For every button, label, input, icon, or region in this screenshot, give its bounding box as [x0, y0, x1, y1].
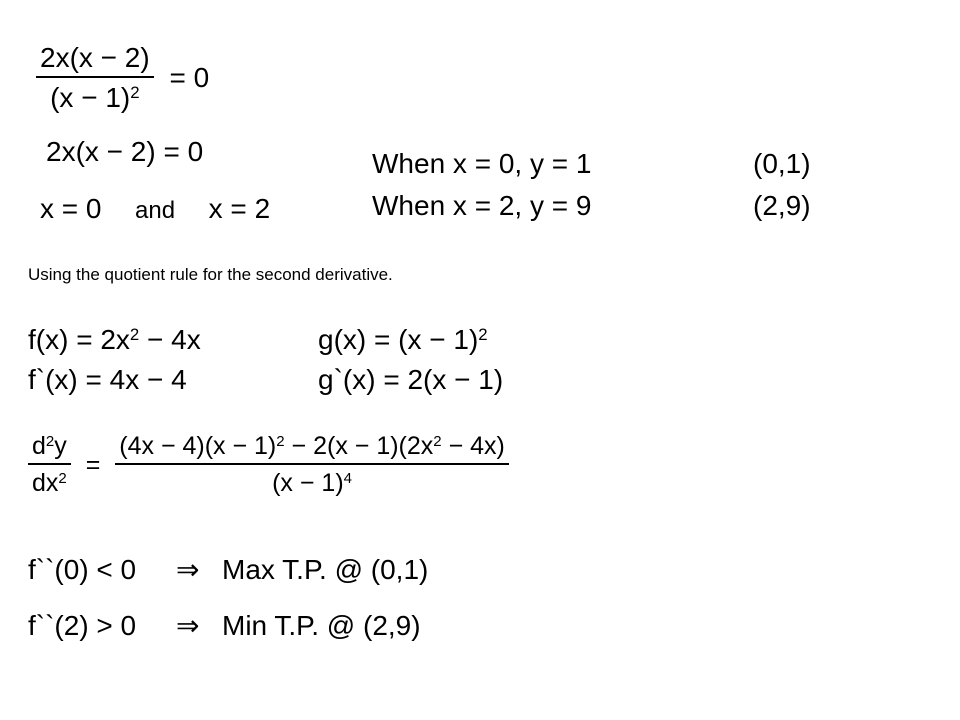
equals-sign: =	[85, 450, 101, 479]
rhs-fraction	[115, 434, 509, 496]
point-statement-2: When x = 2, y = 9	[372, 190, 592, 221]
rhs-num-exp1: 2	[276, 432, 285, 450]
solution-x0: x = 0	[40, 193, 102, 224]
conclusion-1-result: Max T.P. @ (0,1)	[222, 554, 429, 585]
conclusion-2-result: Min T.P. @ (2,9)	[222, 610, 421, 641]
point-coord-2: (2,9)	[753, 190, 811, 221]
denominator-base: (x − 1)	[50, 82, 131, 113]
function-g	[318, 326, 488, 354]
and-word: and	[135, 197, 176, 224]
function-g-exponent: 2	[478, 324, 488, 344]
function-f-rest: − 4x	[139, 324, 201, 355]
function-f-exponent: 2	[129, 324, 140, 344]
rhs-numerator	[115, 434, 509, 465]
conclusion-2-condition: f``(2) > 0	[28, 610, 137, 641]
denominator-exponent: 2	[130, 82, 140, 102]
rhs-den-exp: 4	[343, 469, 352, 487]
point-statement-1: When x = 0, y = 1	[372, 148, 592, 179]
lhs-num-exp: 2	[45, 432, 55, 450]
equals-zero: = 0	[169, 62, 210, 93]
second-derivative-equation	[28, 434, 509, 496]
lhs-den-dx: dx	[32, 469, 59, 497]
function-g-base: g(x) = (x − 1)	[318, 324, 479, 355]
rhs-den-base: (x − 1)	[272, 469, 344, 497]
lhs-numerator	[28, 434, 71, 465]
function-g-prime: g`(x) = 2(x − 1)	[318, 364, 504, 395]
function-f-prime: f`(x) = 4x − 4	[28, 364, 187, 395]
rhs-num-part2: − 2(x − 1)(2x	[284, 432, 434, 460]
conclusion-1-condition: f``(0) < 0	[28, 554, 137, 585]
lhs-fraction	[28, 434, 71, 496]
lhs-den-exp: 2	[58, 469, 67, 487]
stationary-equation-fraction	[36, 44, 209, 112]
rhs-num-part1: (4x − 4)(x − 1)	[119, 432, 277, 460]
numerator-equation: 2x(x − 2) = 0	[46, 136, 204, 167]
fraction-denominator	[36, 78, 154, 112]
implies-arrow-icon: ⇒	[176, 610, 200, 641]
solutions-line	[40, 195, 270, 223]
lhs-num-d: d	[32, 432, 46, 460]
rhs-num-exp2: 2	[433, 432, 442, 450]
rhs-num-part3: − 4x)	[441, 432, 505, 460]
point-coord-1: (0,1)	[753, 148, 811, 179]
implies-arrow-icon: ⇒	[176, 554, 200, 585]
rhs-denominator	[115, 465, 509, 496]
function-f	[28, 326, 201, 354]
lhs-denominator	[28, 465, 71, 496]
function-f-base: f(x) = 2x	[28, 324, 130, 355]
lhs-num-y: y	[54, 432, 67, 460]
solution-x2: x = 2	[208, 193, 271, 224]
fraction	[36, 44, 154, 112]
caption-text: Using the quotient rule for the second derivative.	[28, 265, 393, 284]
fraction-numerator: 2x(x − 2)	[36, 44, 154, 78]
